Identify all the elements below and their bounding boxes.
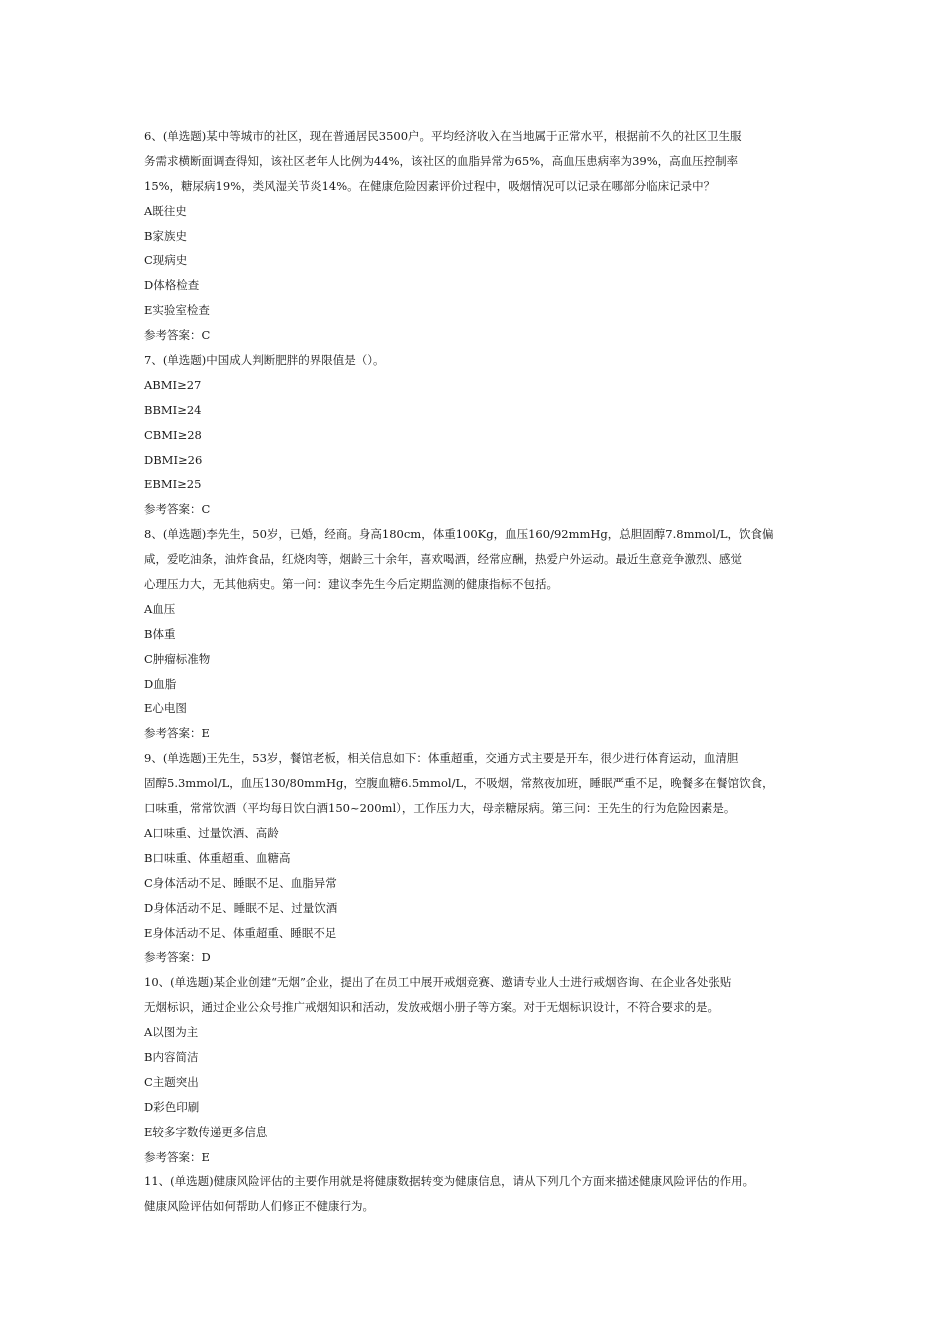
answer-option: D体格检查 (144, 278, 200, 293)
answer-option: A既往史 (144, 203, 187, 218)
question-item (144, 348, 820, 522)
question-item (144, 1169, 820, 1219)
answer-option: D血脂 (144, 676, 177, 691)
answer-option: B家族史 (144, 228, 187, 243)
question-stem-line: 8、(单选题)李先生，50岁，已婚，经商。身高180cm，体重100Kg，血压160/92mmHg，总胆固醇7.8mmol/L，饮食偏 (144, 527, 774, 542)
answer-option: A以图为主 (144, 1025, 199, 1040)
question-stem-line: 无烟标识，通过企业公众号推广戒烟知识和活动，发放戒烟小册子等方案。对于无烟标识设计，不符合要求的是。 (144, 1000, 719, 1015)
question-stem-line: 健康风险评估如何帮助人们修正不健康行为。 (144, 1199, 374, 1214)
question-item (144, 522, 820, 746)
reference-answer: 参考答案：D (144, 950, 211, 965)
answer-option: A血压 (144, 601, 176, 616)
answer-option: E实验室检查 (144, 303, 210, 318)
question-stem-line: 固醇5.3mmol/L，血压130/80mmHg，空腹血糖6.5mmol/L，不吸烟，常熬夜加班，睡眠严重不足，晚餐多在餐馆饮食， (144, 776, 774, 791)
answer-option: E身体活动不足、体重超重、睡眠不足 (144, 925, 337, 940)
question-stem-line: 口味重，常常饮酒（平均每日饮白酒150~200ml），工作压力大，母亲糖尿病。第三问：王先生的行为危险因素是。 (144, 801, 736, 816)
question-stem-line: 10、(单选题)某企业创建“无烟”企业，提出了在员工中展开戒烟竞赛、邀请专业人士进行戒烟咨询、在企业各处张贴 (144, 975, 732, 990)
answer-option: ABMI≥27 (144, 377, 202, 392)
answer-option: B内容简洁 (144, 1049, 199, 1064)
question-item (144, 970, 820, 1169)
answer-option: E心电图 (144, 701, 187, 716)
question-stem-line: 11、(单选题)健康风险评估的主要作用就是将健康数据转变为健康信息，请从下列几个方面来描述健康风险评估的作用。 (144, 1174, 755, 1189)
question-stem-line: 6、(单选题)某中等城市的社区，现在普通居民3500户。平均经济收入在当地属于正常水平，根据前不久的社区卫生服 (144, 129, 742, 143)
question-stem-line: 咸，爱吃油条，油炸食品，红烧肉等，烟龄三十余年，喜欢喝酒，经常应酬，热爱户外运动。最近生意竞争激烈、感觉 (144, 552, 742, 567)
question-item (144, 746, 820, 970)
answer-option: C现病史 (144, 253, 188, 268)
answer-option: E较多字数传递更多信息 (144, 1124, 268, 1139)
answer-option: B口味重、体重超重、血糖高 (144, 850, 291, 865)
question-stem-line: 7、(单选题)中国成人判断肥胖的界限值是（）。 (144, 353, 385, 368)
question-stem-line: 务需求横断面调查得知，该社区老年人比例为44%，该社区的血脂异常为65%，高血压患病率为39%，高血压控制率 (144, 153, 739, 168)
answer-option: A口味重、过量饮酒、高龄 (144, 825, 279, 840)
question-stem-line: 心理压力大，无其他病史。第一问：建议李先生今后定期监测的健康指标不包括。 (144, 577, 558, 592)
answer-option: D彩色印刷 (144, 1099, 200, 1114)
reference-answer: 参考答案：C (144, 502, 211, 517)
answer-option: DBMI≥26 (144, 452, 203, 467)
reference-answer: 参考答案：C (144, 328, 211, 343)
answer-option: C肿瘤标准物 (144, 651, 211, 666)
answer-option: C身体活动不足、睡眠不足、血脂异常 (144, 875, 337, 890)
answer-option: CBMI≥28 (144, 427, 202, 442)
question-list (144, 124, 820, 1219)
question-stem-line: 9、(单选题)王先生，53岁，餐馆老板，相关信息如下：体重超重，交通方式主要是开车，很少进行体育运动，血清胆 (144, 751, 739, 766)
question-stem-line: 15%，糖尿病19%，类风湿关节炎14%。在健康危险因素评价过程中，吸烟情况可以记录在哪部分临床记录中？ (144, 178, 716, 193)
reference-answer: 参考答案：E (144, 726, 210, 741)
answer-option: EBMI≥25 (144, 477, 202, 492)
question-item (144, 124, 820, 348)
answer-option: B体重 (144, 626, 176, 641)
answer-option: BBMI≥24 (144, 402, 202, 417)
reference-answer: 参考答案：E (144, 1149, 210, 1164)
answer-option: C主题突出 (144, 1074, 199, 1089)
answer-option: D身体活动不足、睡眠不足、过量饮酒 (144, 900, 338, 915)
